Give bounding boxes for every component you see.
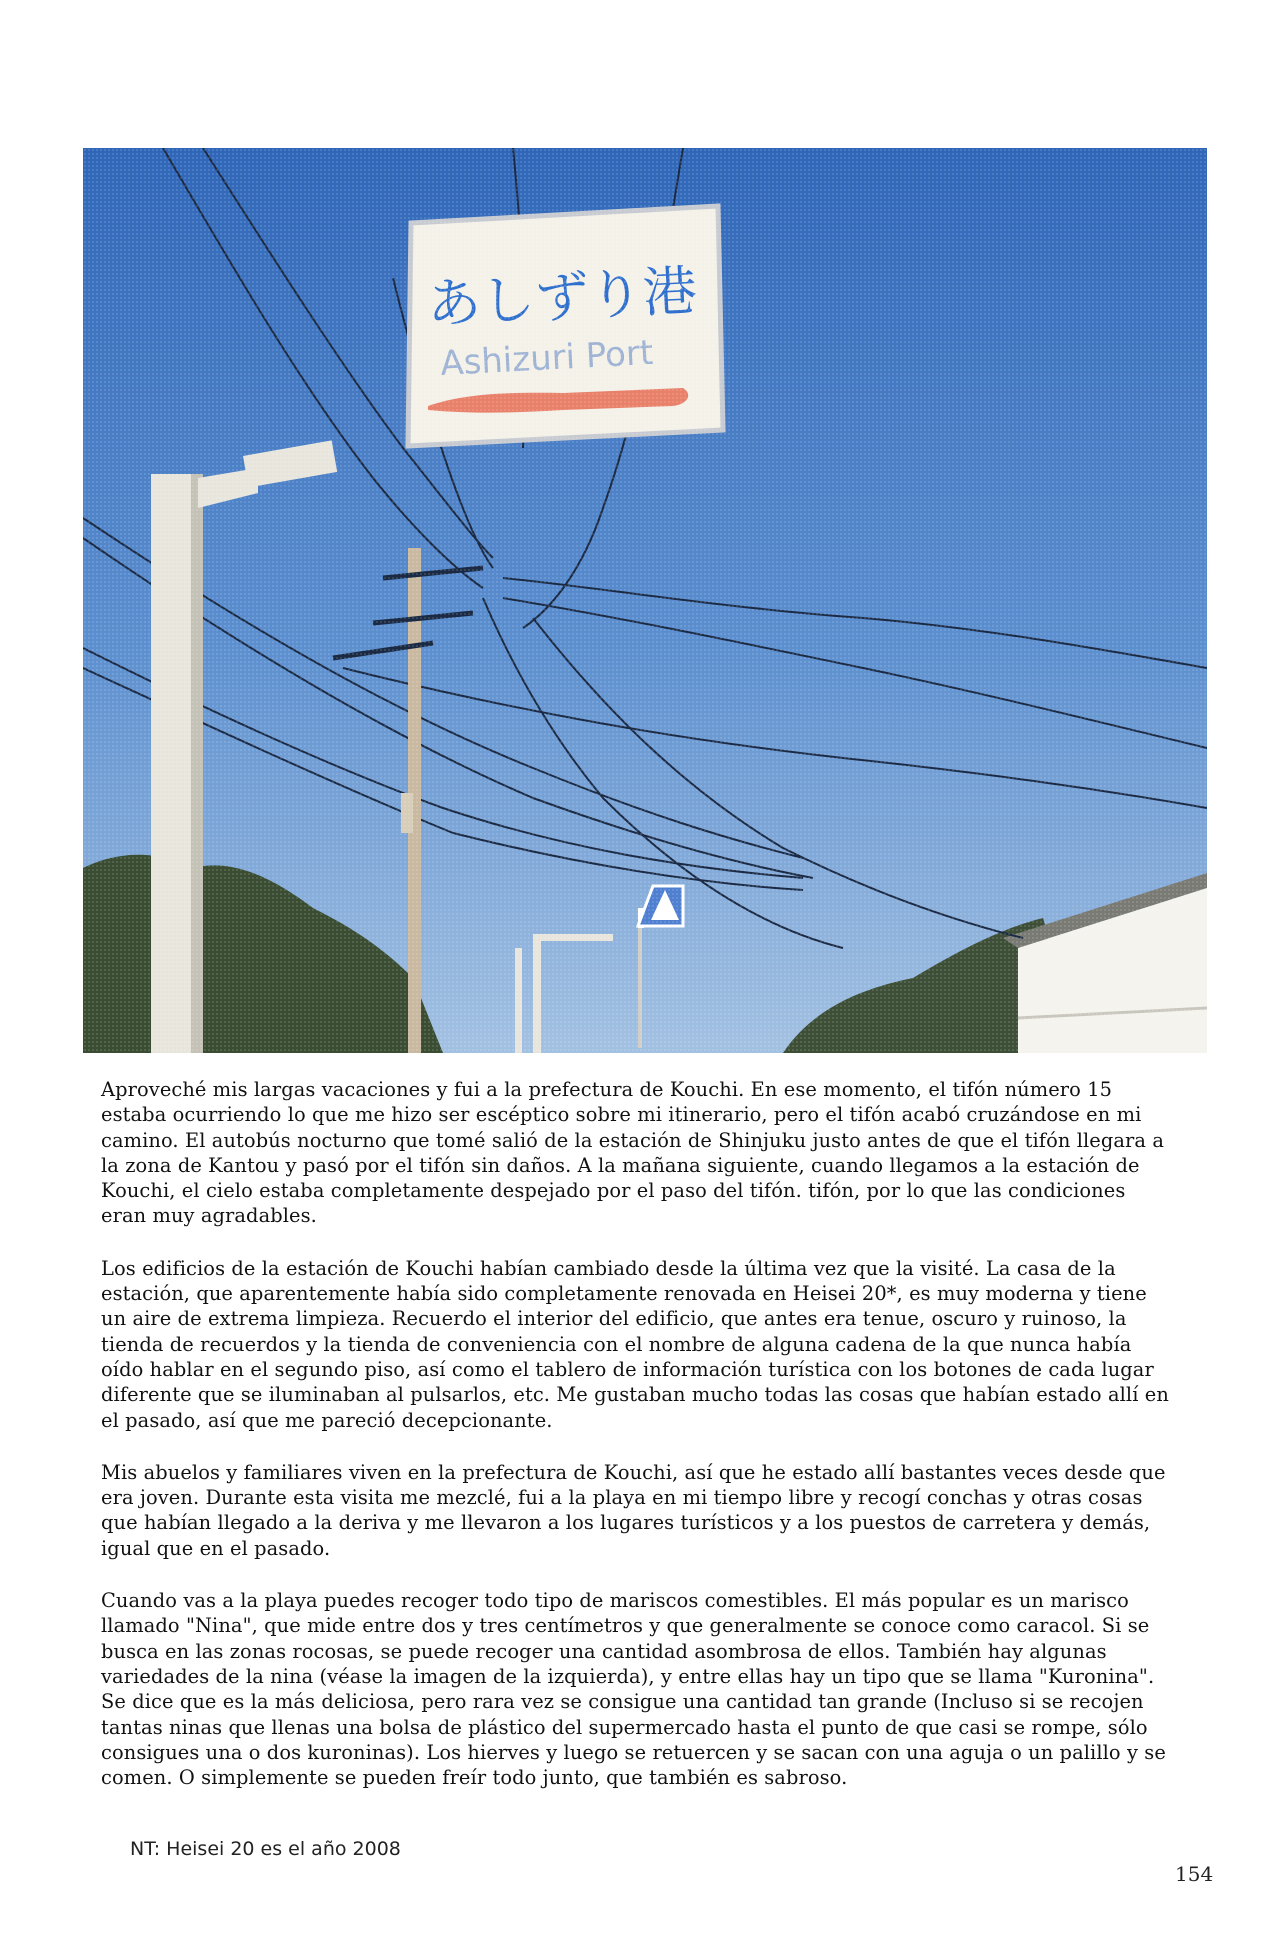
photo-ashizuri-port-sign: [83, 148, 1207, 1053]
body-text: [101, 1077, 1171, 1817]
paragraph: Aproveché mis largas vacaciones y fui a la prefectura de Kouchi. En ese momento, el tifón número 15 estaba ocurriendo lo que me hizo ser escéptico sobre mi itinerario, pero el tifón acabó cruzándose en mi camino. El autobús nocturno que tomé salió de la estación de Shinjuku justo antes de que el tifón llegara a la zona de Kantou y pasó por el tifón sin daños. A la mañana siguiente, cuando llegamos a la estación de Kouchi, el cielo estaba completamente despejado por el paso del tifón. tifón, por lo que las condiciones eran muy agradables.: [101, 1078, 1165, 1228]
paragraph: Los edificios de la estación de Kouchi habían cambiado desde la última vez que la visité. La casa de la estación, que aparentemente había sido completamente renovada en Heisei 20*, es muy moderna y tiene un aire de extrema limpieza. Recuerdo el interior del edificio, que antes era tenue, oscuro y ruinoso, la tienda de recuerdos y la tienda de conveniencia con el nombre de alguna cadena de la que nunca había oído hablar en el segundo piso, así como el tablero de información turística con los botones de cada lugar diferente que se iluminaban al pulsarlos, etc. Me gustaban mucho todas las cosas que habían estado allí en el pasado, así que me pareció decepcionante.: [101, 1256, 1169, 1432]
page-number: 154: [1175, 1862, 1214, 1886]
paragraph: Cuando vas a la playa puedes recoger todo tipo de mariscos comestibles. El más popular es un marisco llamado "Nina", que mide entre dos y tres centímetros y que generalmente se conoce como caracol. Si se busca en las zonas rocosas, se puede recoger una cantidad asombrosa de ellos. También hay algunas variedades de la nina (véase la imagen de la izquierda), y entre ellas hay un tipo que se llama "Kuronina". Se dice que es la más deliciosa, pero rara vez se consigue una cantidad tan grande (Incluso si se recojen tantas ninas que llenas una bolsa de plástico del supermercado hasta el punto de que casi se rompe, sólo consigues una o dos kuroninas). Los hierves y luego se retuercen y se sacan con una aguja o un palillo y se comen. O simplemente se pueden freír todo junto, que también es sabroso.: [101, 1589, 1166, 1790]
paragraph: Mis abuelos y familiares viven en la prefectura de Kouchi, así que he estado allí bastantes veces desde que era joven. Durante esta visita me mezclé, fui a la playa en mi tiempo libre y recogí conchas y otras cosas que habían llegado a la deriva y me llevaron a los lugares turísticos y a los puestos de carretera y demás, igual que en el pasado.: [101, 1460, 1166, 1560]
translator-footnote: NT: Heisei 20 es el año 2008: [130, 1838, 401, 1860]
